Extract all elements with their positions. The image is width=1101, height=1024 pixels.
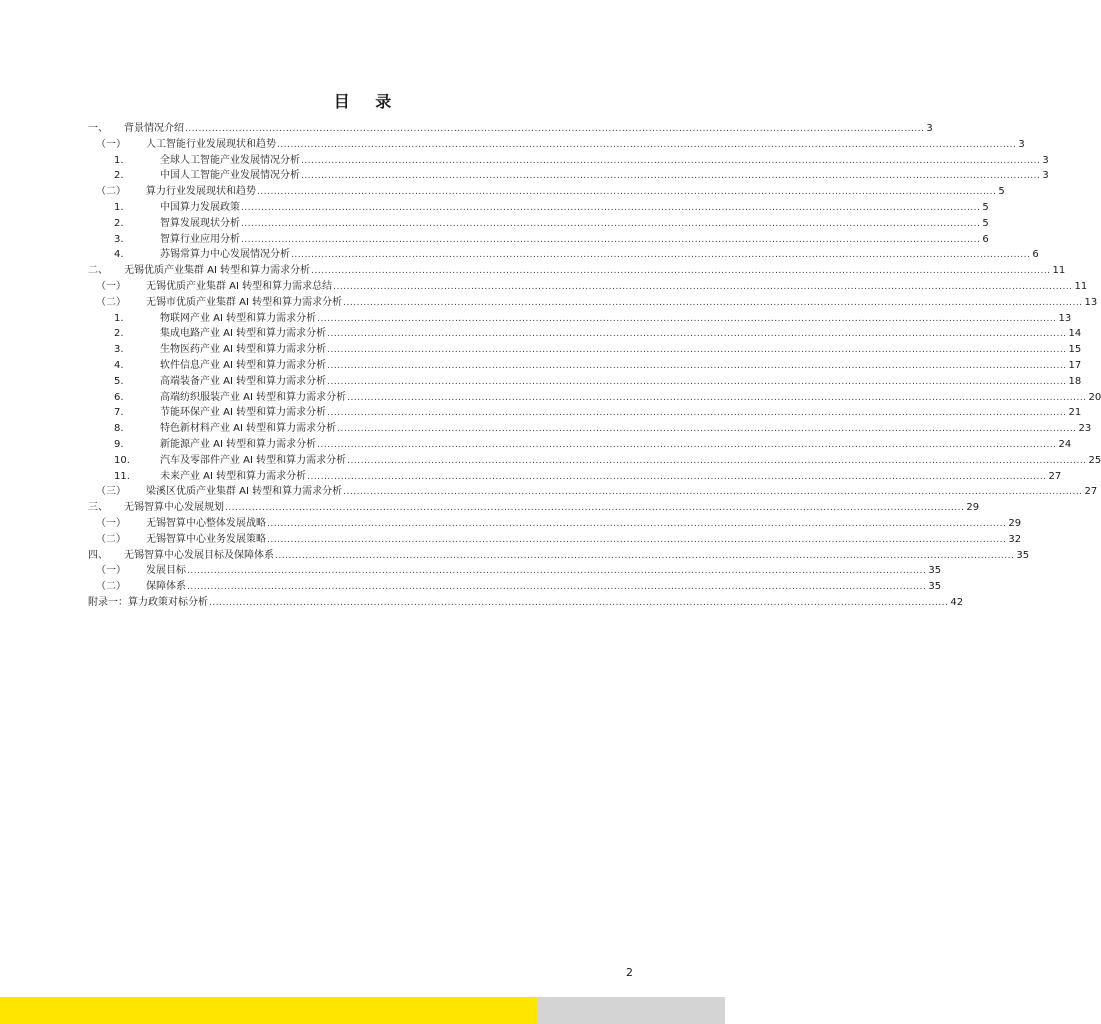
toc-entry-page: 18 bbox=[1068, 375, 1082, 387]
toc-entry-title: 无锡智算中心业务发展策略 bbox=[146, 532, 267, 548]
toc-dot-leader: ............................................................................................................................................................................................................................ bbox=[187, 566, 927, 577]
toc-entry-title: 中国人工智能产业发展情况分析 bbox=[160, 168, 301, 184]
toc-entry-page: 3 bbox=[926, 123, 933, 134]
toc-entry-title: 中国算力发展政策 bbox=[160, 200, 241, 216]
toc-entry-page: 13 bbox=[1058, 312, 1072, 324]
toc-dot-leader: ............................................................................................................................................................................................................................ bbox=[327, 345, 1067, 356]
toc-dot-leader: ............................................................................................................................................................................................................................ bbox=[327, 376, 1067, 387]
toc-entry[interactable] bbox=[88, 469, 1062, 485]
toc-entry[interactable] bbox=[88, 200, 989, 216]
toc-entry-page: 5 bbox=[982, 201, 989, 213]
toc-dot-leader: ............................................................................................................................................................................................................................ bbox=[327, 408, 1067, 419]
toc-entry-page: 25 bbox=[1088, 454, 1101, 466]
toc-entry-number: 三、 bbox=[88, 502, 108, 514]
toc-entry[interactable] bbox=[88, 121, 933, 137]
toc-entry-title: 算力行业发展现状和趋势 bbox=[146, 184, 257, 200]
toc-entry-page: 35 bbox=[928, 565, 942, 577]
toc-entry-page: 13 bbox=[1084, 296, 1098, 308]
toc-entry-title: 智算发展现状分析 bbox=[160, 216, 241, 232]
toc-entry-number: 1. bbox=[114, 312, 124, 324]
toc-entry-page: 32 bbox=[1008, 533, 1022, 545]
toc-dot-leader: ............................................................................................................................................................................................................................ bbox=[327, 360, 1067, 371]
toc-entry-title: 汽车及零部件产业 AI 转型和算力需求分析 bbox=[160, 453, 347, 469]
toc-entry-number: 2. bbox=[114, 328, 124, 340]
toc-entry[interactable] bbox=[88, 137, 1025, 153]
toc-entry[interactable] bbox=[88, 153, 1049, 169]
toc-entry-page: 11 bbox=[1052, 265, 1066, 277]
toc-entry[interactable] bbox=[88, 484, 1098, 500]
toc-dot-leader: ............................................................................................................................................................................................................................ bbox=[301, 171, 1041, 182]
toc-entry-number: 9. bbox=[114, 438, 124, 450]
toc-dot-leader: ............................................................................................................................................................................................................................ bbox=[187, 582, 927, 593]
toc-entry-title: 生物医药产业 AI 转型和算力需求分析 bbox=[160, 342, 327, 358]
toc-entry-title: 苏锡常算力中心发展情况分析 bbox=[160, 247, 291, 263]
toc-entry-number: 7. bbox=[114, 407, 124, 419]
toc-entry-title: 保障体系 bbox=[146, 579, 187, 595]
toc-entry-number: （二） bbox=[96, 186, 126, 198]
toc-entry[interactable] bbox=[88, 358, 1082, 374]
toc-entry-title: 节能环保产业 AI 转型和算力需求分析 bbox=[160, 405, 327, 421]
toc-entry-title: 智算行业应用分析 bbox=[160, 232, 241, 248]
toc-dot-leader: ............................................................................................................................................................................................................................ bbox=[257, 187, 997, 198]
toc-entry-page: 6 bbox=[1032, 249, 1039, 261]
toc-dot-leader: ............................................................................................................................................................................................................................ bbox=[185, 124, 925, 134]
toc-entry-page: 29 bbox=[966, 502, 980, 514]
toc-dot-leader: ............................................................................................................................................................................................................................ bbox=[209, 597, 949, 608]
toc-entry-title: 新能源产业 AI 转型和算力需求分析 bbox=[160, 437, 317, 453]
toc-dot-leader: ............................................................................................................................................................................................................................ bbox=[241, 234, 981, 245]
toc-entry-title: 人工智能行业发展现状和趋势 bbox=[146, 137, 277, 153]
toc-entry[interactable] bbox=[88, 421, 1092, 437]
toc-dot-leader: ............................................................................................................................................................................................................................ bbox=[317, 313, 1057, 324]
toc-entry-number: （一） bbox=[96, 517, 126, 529]
toc-entry-page: 6 bbox=[982, 233, 989, 245]
toc-entry-page: 17 bbox=[1068, 359, 1082, 371]
toc-entry-page: 14 bbox=[1068, 328, 1082, 340]
toc-entry[interactable] bbox=[88, 532, 1022, 548]
toc-entry-title: 特色新材料产业 AI 转型和算力需求分析 bbox=[160, 421, 337, 437]
toc-entry[interactable] bbox=[88, 295, 1098, 311]
toc-entry-number: 四、 bbox=[88, 549, 108, 561]
toc-entry-title: 无锡优质产业集群 AI 转型和算力需求总结 bbox=[146, 279, 333, 295]
toc-entry-number: （二） bbox=[96, 296, 126, 308]
toc-entry-number: 二、 bbox=[88, 265, 108, 277]
toc-entry[interactable] bbox=[88, 595, 964, 611]
toc-entry[interactable] bbox=[88, 500, 980, 516]
toc-dot-leader: ............................................................................................................................................................................................................................ bbox=[225, 503, 965, 514]
toc-dot-leader: ............................................................................................................................................................................................................................ bbox=[241, 218, 981, 229]
toc-entry-page: 27 bbox=[1084, 486, 1098, 498]
toc-entry-title: 软件信息产业 AI 转型和算力需求分析 bbox=[160, 358, 327, 374]
table-of-contents bbox=[88, 121, 1101, 611]
toc-entry[interactable] bbox=[88, 390, 1101, 406]
toc-dot-leader: ............................................................................................................................................................................................................................ bbox=[327, 329, 1067, 340]
toc-dot-leader: ............................................................................................................................................................................................................................ bbox=[343, 297, 1083, 308]
toc-entry-title: 梁溪区优质产业集群 AI 转型和算力需求分析 bbox=[146, 484, 343, 500]
toc-entry-number: （一） bbox=[96, 565, 126, 577]
toc-entry[interactable] bbox=[88, 374, 1082, 390]
toc-entry[interactable] bbox=[88, 453, 1101, 469]
toc-entry-number: （三） bbox=[96, 486, 126, 498]
toc-entry-title: 高端装备产业 AI 转型和算力需求分析 bbox=[160, 374, 327, 390]
toc-entry[interactable] bbox=[88, 247, 1039, 263]
toc-entry-title: 无锡智算中心发展规划 bbox=[124, 500, 225, 516]
toc-entry-number: 3. bbox=[114, 233, 124, 245]
toc-entry[interactable] bbox=[88, 216, 989, 232]
toc-entry-title: 无锡市优质产业集群 AI 转型和算力需求分析 bbox=[146, 295, 343, 311]
toc-entry-title: 无锡优质产业集群 AI 转型和算力需求分析 bbox=[124, 263, 311, 279]
toc-entry-page: 35 bbox=[928, 581, 942, 593]
toc-entry-page: 27 bbox=[1048, 470, 1062, 482]
toc-entry-page: 5 bbox=[982, 217, 989, 229]
toc-dot-leader: ............................................................................................................................................................................................................................ bbox=[347, 392, 1087, 403]
toc-entry-page: 29 bbox=[1008, 517, 1022, 529]
toc-dot-leader: ............................................................................................................................................................................................................................ bbox=[301, 155, 1041, 166]
toc-entry-title: 发展目标 bbox=[146, 563, 187, 579]
toc-entry-number: 5. bbox=[114, 375, 124, 387]
toc-entry[interactable] bbox=[88, 563, 942, 579]
toc-dot-leader: ............................................................................................................................................................................................................................ bbox=[317, 439, 1057, 450]
toc-entry-page: 11 bbox=[1074, 280, 1088, 292]
toc-entry-number: （二） bbox=[96, 533, 126, 545]
toc-dot-leader: ............................................................................................................................................................................................................................ bbox=[275, 550, 1015, 561]
toc-entry[interactable] bbox=[88, 232, 989, 248]
toc-entry[interactable] bbox=[88, 437, 1072, 453]
toc-dot-leader: ............................................................................................................................................................................................................................ bbox=[277, 139, 1017, 150]
toc-dot-leader: ............................................................................................................................................................................................................................ bbox=[337, 424, 1077, 435]
toc-entry-number: 4. bbox=[114, 249, 124, 261]
toc-entry-number: 1. bbox=[114, 201, 124, 213]
toc-entry[interactable] bbox=[88, 184, 1005, 200]
toc-entry-title: 附录一：算力政策对标分析 bbox=[88, 595, 209, 611]
toc-dot-leader: ............................................................................................................................................................................................................................ bbox=[241, 202, 981, 213]
toc-entry-page: 42 bbox=[950, 596, 964, 608]
footer-bar-grey bbox=[537, 997, 725, 1024]
toc-entry-number: 一、 bbox=[88, 123, 108, 134]
toc-entry-number: 8. bbox=[114, 423, 124, 435]
page-number: 2 bbox=[626, 966, 633, 979]
toc-entry-number: 3. bbox=[114, 344, 124, 356]
toc-entry-page: 3 bbox=[1042, 154, 1049, 166]
toc-dot-leader: ............................................................................................................................................................................................................................ bbox=[347, 455, 1087, 466]
toc-dot-leader: ............................................................................................................................................................................................................................ bbox=[307, 471, 1047, 482]
toc-entry[interactable] bbox=[88, 279, 1088, 295]
toc-entry-page: 35 bbox=[1016, 549, 1030, 561]
toc-entry-page: 5 bbox=[998, 186, 1005, 198]
toc-entry[interactable] bbox=[88, 548, 1030, 564]
toc-entry[interactable] bbox=[88, 342, 1082, 358]
toc-entry[interactable] bbox=[88, 168, 1049, 184]
toc-entry-page: 20 bbox=[1088, 391, 1101, 403]
toc-entry-page: 3 bbox=[1042, 170, 1049, 182]
toc-entry-title: 高端纺织服装产业 AI 转型和算力需求分析 bbox=[160, 390, 347, 406]
toc-entry-page: 24 bbox=[1058, 438, 1072, 450]
toc-entry-title: 集成电路产业 AI 转型和算力需求分析 bbox=[160, 326, 327, 342]
toc-entry-title: 未来产业 AI 转型和算力需求分析 bbox=[160, 469, 307, 485]
toc-dot-leader: ............................................................................................................................................................................................................................ bbox=[333, 281, 1073, 292]
toc-entry-title: 全球人工智能产业发展情况分析 bbox=[160, 153, 301, 169]
toc-entry-number: 10. bbox=[114, 454, 130, 466]
toc-entry[interactable] bbox=[88, 311, 1072, 327]
toc-entry-number: （二） bbox=[96, 581, 126, 593]
toc-dot-leader: ............................................................................................................................................................................................................................ bbox=[311, 266, 1051, 277]
toc-dot-leader: ............................................................................................................................................................................................................................ bbox=[291, 250, 1031, 261]
footer-bar-yellow bbox=[0, 997, 537, 1024]
toc-entry-title: 无锡智算中心整体发展战略 bbox=[146, 516, 267, 532]
toc-entry[interactable] bbox=[88, 326, 1082, 342]
toc-dot-leader: ............................................................................................................................................................................................................................ bbox=[267, 518, 1007, 529]
toc-entry-number: 4. bbox=[114, 359, 124, 371]
toc-entry-number: 1. bbox=[114, 154, 124, 166]
toc-entry[interactable] bbox=[88, 516, 1022, 532]
toc-entry-page: 15 bbox=[1068, 344, 1082, 356]
toc-entry-number: （一） bbox=[96, 280, 126, 292]
toc-entry-page: 21 bbox=[1068, 407, 1082, 419]
toc-entry-number: （一） bbox=[96, 138, 126, 150]
toc-entry[interactable] bbox=[88, 579, 942, 595]
toc-entry-number: 2. bbox=[114, 170, 124, 182]
toc-entry[interactable] bbox=[88, 263, 1066, 279]
page-title: 目 录 bbox=[333, 92, 402, 111]
toc-entry-page: 23 bbox=[1078, 423, 1092, 435]
toc-entry-title: 背景情况介绍 bbox=[124, 121, 185, 137]
toc-dot-leader: ............................................................................................................................................................................................................................ bbox=[267, 534, 1007, 545]
toc-dot-leader: ............................................................................................................................................................................................................................ bbox=[343, 487, 1083, 498]
toc-entry[interactable] bbox=[88, 405, 1082, 421]
toc-entry-number: 2. bbox=[114, 217, 124, 229]
toc-entry-title: 物联网产业 AI 转型和算力需求分析 bbox=[160, 311, 317, 327]
toc-entry-number: 11. bbox=[114, 470, 130, 482]
toc-entry-number: 6. bbox=[114, 391, 124, 403]
toc-entry-page: 3 bbox=[1018, 138, 1025, 150]
toc-entry-title: 无锡智算中心发展目标及保障体系 bbox=[124, 548, 275, 564]
